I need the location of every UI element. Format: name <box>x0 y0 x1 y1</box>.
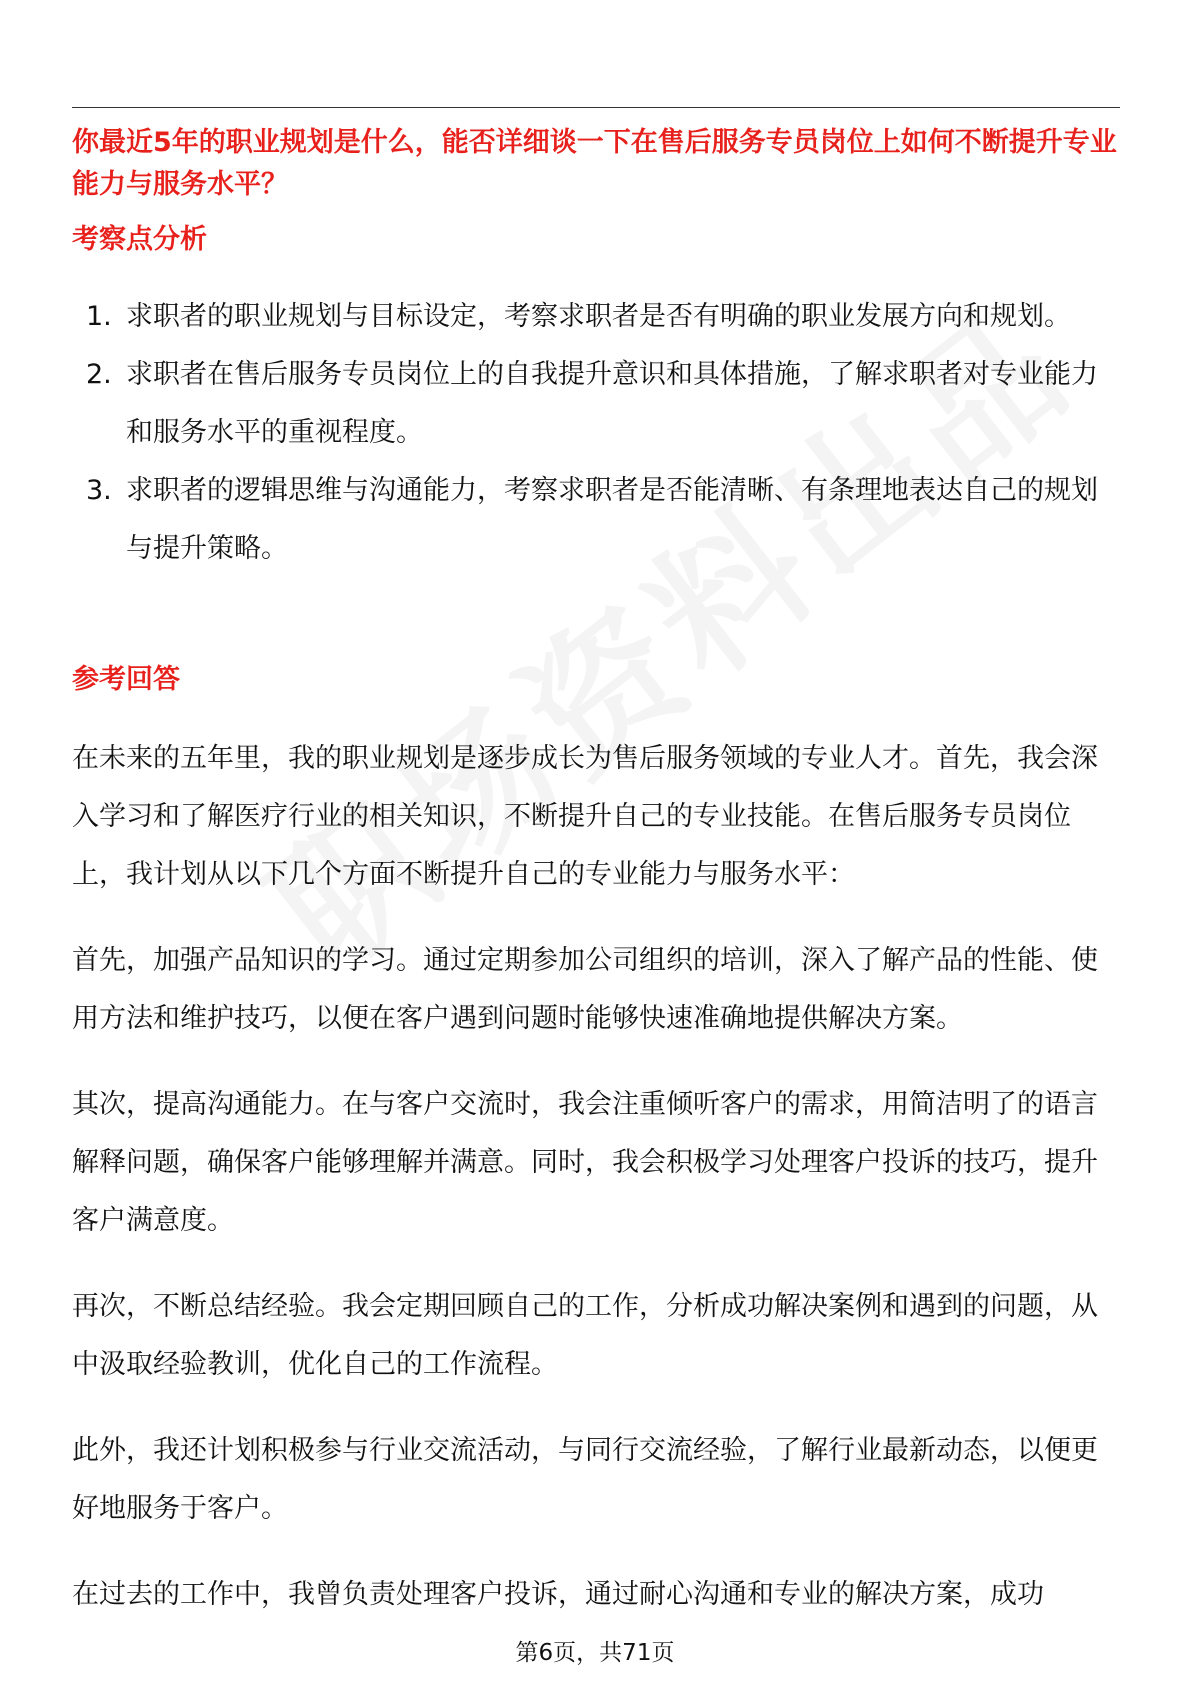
answer-paragraph: 此外，我还计划积极参与行业交流活动，与同行交流经验，了解行业最新动态，以便更好地服务于客户。 <box>72 1435 1098 1524</box>
analysis-point <box>72 462 1122 578</box>
answer-paragraph: 在未来的五年里，我的职业规划是逐步成长为售后服务领域的专业人才。首先，我会深入学习和了解医疗行业的相关知识，不断提升自己的专业技能。在售后服务专员岗位上，我计划从以下几个方面不断提升自己的专业能力与服务水平： <box>72 743 1098 890</box>
analysis-heading: 考察点分析 <box>72 224 207 255</box>
point-text: 求职者的逻辑思维与沟通能力，考察求职者是否能清晰、有条理地表达自己的规划与提升策略。 <box>126 475 1098 564</box>
analysis-point <box>72 288 1122 346</box>
analysis-points-list <box>72 288 1122 578</box>
page-number-footer: 第6页，共71页 <box>515 1640 675 1666</box>
answer-heading: 参考回答 <box>72 664 180 695</box>
answer-body <box>72 730 1122 1652</box>
point-number: 1. <box>86 301 112 332</box>
point-text: 求职者在售后服务专员岗位上的自我提升意识和具体措施，了解求职者对专业能力和服务水平的重视程度。 <box>126 359 1098 448</box>
analysis-point <box>72 346 1122 462</box>
answer-paragraph: 再次，不断总结经验。我会定期回顾自己的工作，分析成功解决案例和遇到的问题，从中汲取经验教训，优化自己的工作流程。 <box>72 1291 1098 1380</box>
point-text: 求职者的职业规划与目标设定，考察求职者是否有明确的职业发展方向和规划。 <box>126 301 1071 332</box>
top-divider <box>72 107 1120 108</box>
answer-paragraph: 首先，加强产品知识的学习。通过定期参加公司组织的培训，深入了解产品的性能、使用方法和维护技巧，以便在客户遇到问题时能够快速准确地提供解决方案。 <box>72 945 1098 1034</box>
answer-paragraph: 其次，提高沟通能力。在与客户交流时，我会注重倾听客户的需求，用简洁明了的语言解释问题，确保客户能够理解并满意。同时，我会积极学习处理客户投诉的技巧，提升客户满意度。 <box>72 1089 1098 1236</box>
question-title: 你最近5年的职业规划是什么，能否详细谈一下在售后服务专员岗位上如何不断提升专业能力与服务水平？ <box>72 127 1117 200</box>
point-number: 3. <box>86 475 112 506</box>
answer-paragraph: 在过去的工作中，我曾负责处理客户投诉，通过耐心沟通和专业的解决方案，成功 <box>72 1579 1044 1610</box>
point-number: 2. <box>86 359 112 390</box>
